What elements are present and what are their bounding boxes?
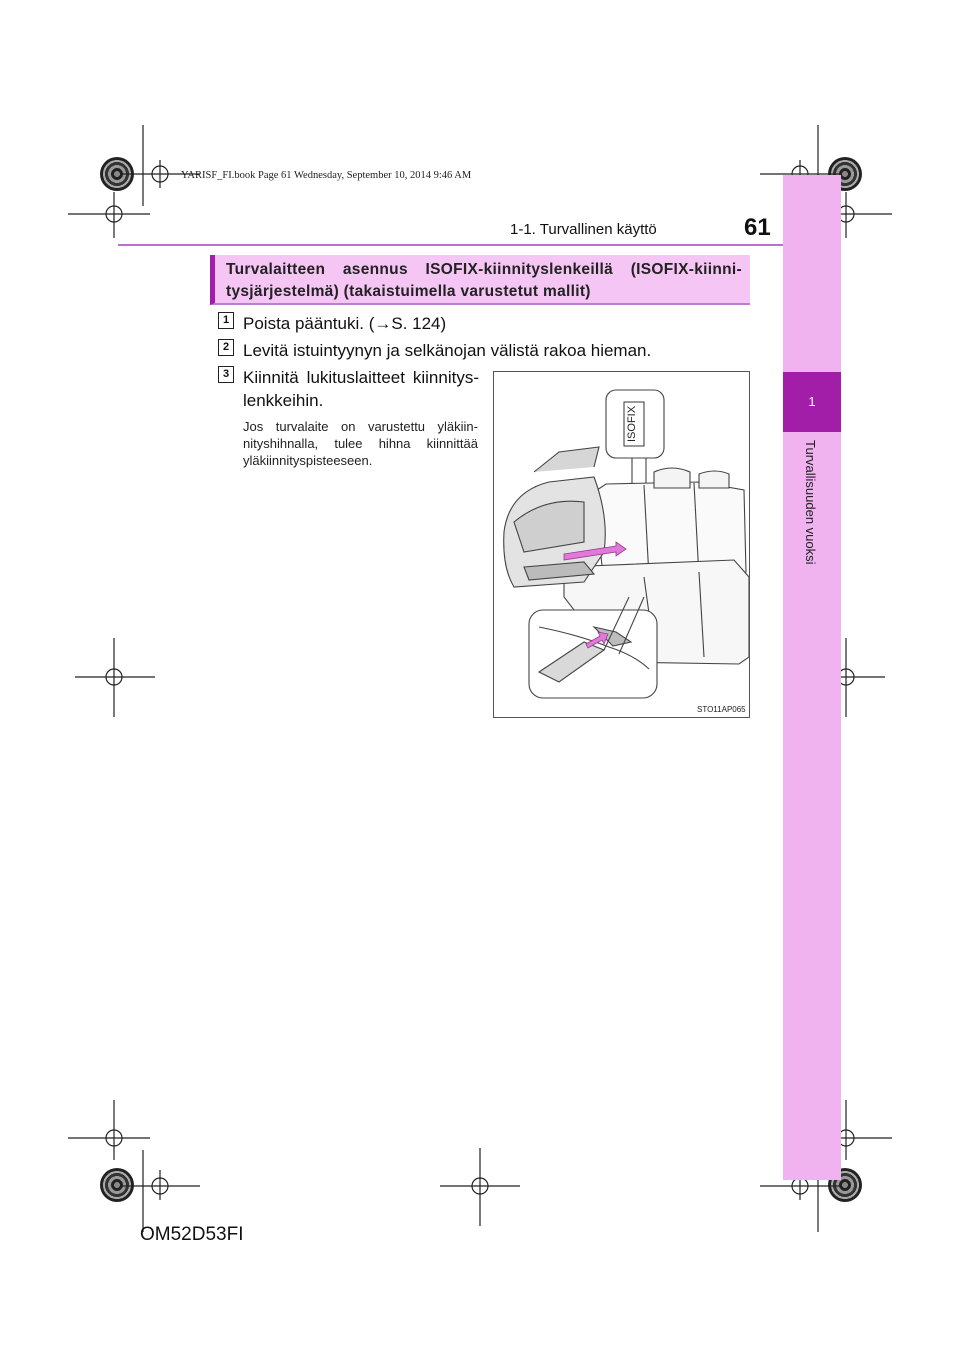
- header-rule: [118, 244, 783, 246]
- section-heading-text: Turvalaitteen asennus ISOFIX-kiinnityslenkeillä (ISOFIX-kiinni- tysjärjestelmä) (takaistuimella varustetut mallit): [226, 261, 742, 300]
- car-seat-drawing: [494, 372, 749, 717]
- step-3-note: Jos turvalaite on varustettu yläkiin- nityshihnalla, tulee hihna kiinnittää yläkiinnityspisteeseen.: [243, 419, 478, 468]
- figure-code: STO11AP065: [697, 705, 746, 714]
- step-1-text: Poista pääntuki. (→S. 124): [243, 314, 447, 333]
- chapter-side-strip: [783, 175, 841, 1180]
- step-2-badge: 2: [218, 339, 234, 356]
- section-heading: [210, 255, 750, 305]
- step-2-text: Levitä istuintyynyn ja selkänojan välistä rakoa hieman.: [243, 341, 652, 360]
- isofix-tag-label: ISOFIX: [626, 405, 638, 443]
- chapter-label-text: Turvallisuuden vuoksi: [803, 440, 818, 565]
- chapter-number: 1: [808, 394, 816, 409]
- book-stamp: YARISF_FI.book Page 61 Wednesday, September 10, 2014 9:46 AM: [181, 170, 472, 181]
- step-3-text: Kiinnitä lukituslaitteet kiinnitys- lenkkeihin.: [243, 368, 479, 410]
- isofix-illustration: [493, 371, 750, 718]
- manual-code: OM52D53FI: [140, 1224, 244, 1245]
- page-number: 61: [744, 214, 771, 241]
- chapter-label: [783, 440, 841, 660]
- step-3-badge: 3: [218, 366, 234, 383]
- running-header: 1-1. Turvallinen käyttö: [510, 221, 657, 238]
- step-1-badge: 1: [218, 312, 234, 329]
